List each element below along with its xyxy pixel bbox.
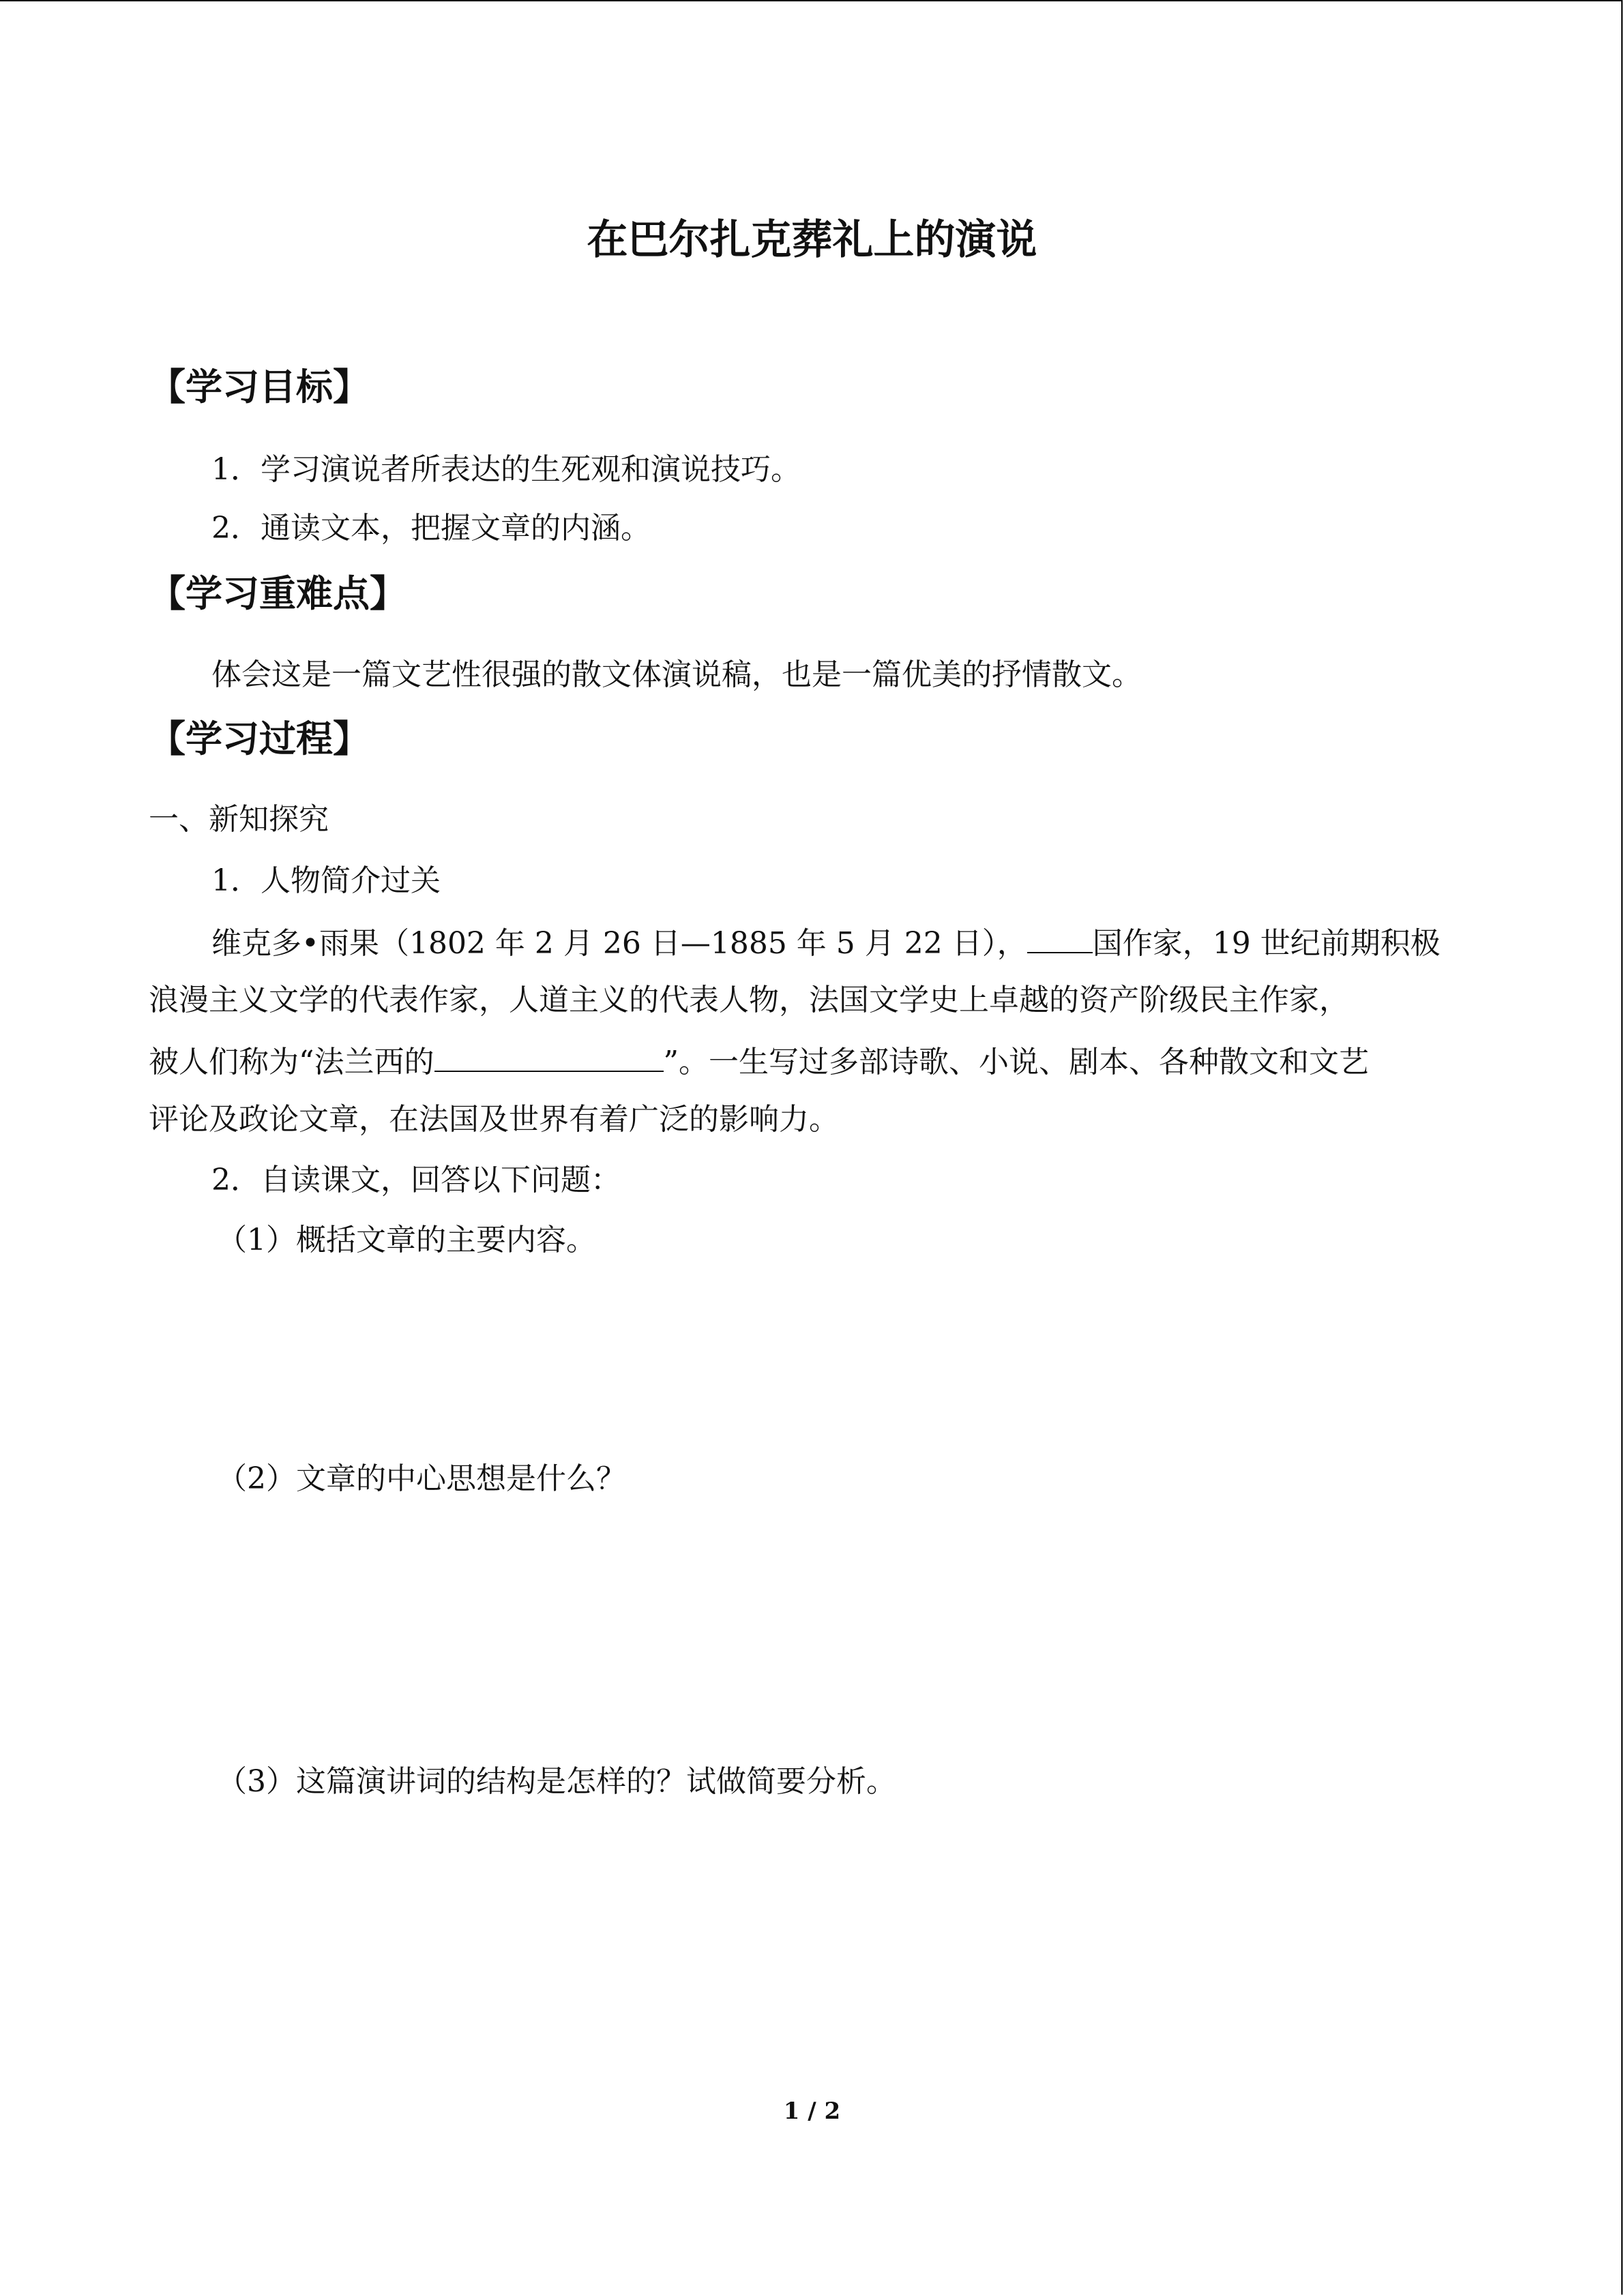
bio-line-3 [149,1039,1369,1083]
objective-item-2: 2．通读文本，把握文章的内涵。 [211,511,651,546]
item-reading-title: 2．自读课文，回答以下问题： [211,1163,621,1197]
bio-line-1-start: 维克多•雨果（1802 年 2 月 26 日—1885 年 5 月 22 日）， [211,926,1027,961]
section-new-knowledge: 一、新知探究 [149,802,329,837]
item-bio-title: 1．人物简介过关 [211,863,441,898]
question-2: （2）文章的中心思想是什么？ [217,1461,626,1496]
bio-line-4: 评论及政论文章，在法国及世界有着广泛的影响力。 [149,1102,839,1137]
question-3: （3）这篇演讲词的结构是怎样的？试做简要分析。 [217,1764,896,1799]
bio-line-1 [211,921,1441,964]
key-points-text: 体会这是一篇文艺性很强的散文体演说稿，也是一篇优美的抒情散文。 [211,657,1142,692]
question-1: （1）概括文章的主要内容。 [217,1223,596,1257]
process-heading: 【学习过程】 [149,717,370,760]
objectives-heading: 【学习目标】 [149,366,370,408]
objective-item-1: 1．学习演说者所表达的生死观和演说技巧。 [211,452,801,487]
page-title: 在巴尔扎克葬礼上的演说 [587,216,1037,264]
page-number: 1 / 2 [783,2098,841,2125]
bio-line-1-end: 国作家，19 世纪前期积极 [1092,926,1441,961]
bio-line-3-start: 被人们称为“法兰西的 [149,1045,434,1079]
nationality-blank[interactable] [1027,921,1093,953]
bio-line-2: 浪漫主义文学的代表作家，人道主义的代表人物，法国文学史上卓越的资产阶级民主作家， [149,983,1349,1017]
bio-line-3-end: ”。一生写过多部诗歌、小说、剧本、各种散文和文艺 [663,1045,1369,1079]
title-blank[interactable] [434,1039,664,1072]
key-points-heading: 【学习重难点】 [149,572,407,615]
